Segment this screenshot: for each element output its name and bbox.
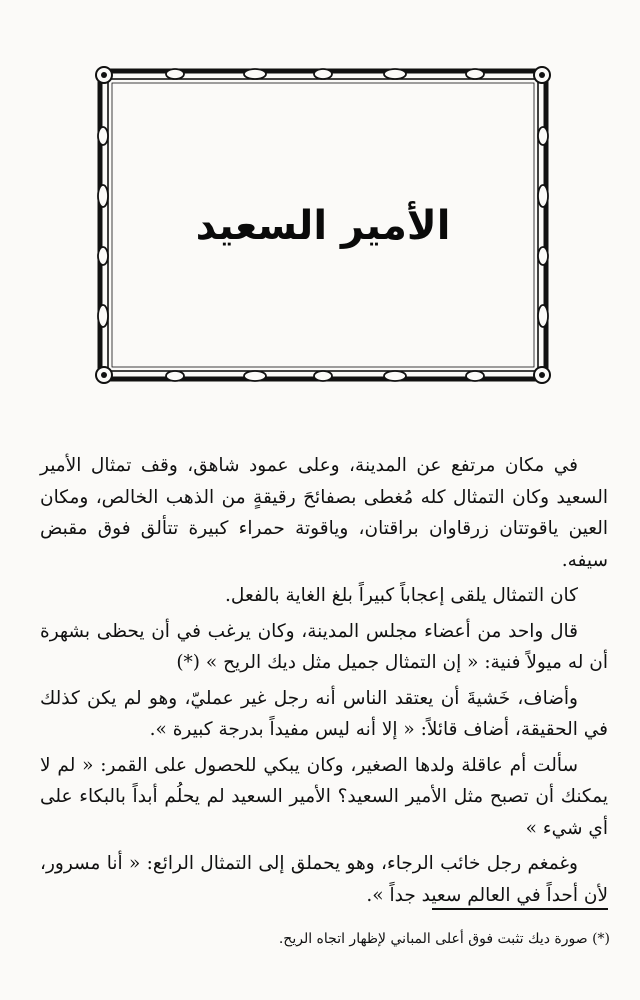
paragraph-4: وأضاف، خَشيةَ أن يعتقد الناس أنه رجل غير عمليّ، وهو لم يكن كذلك في الحقيقة، أضاف قائلاً: « إلا أنه ليس مفيداً بدرجة كبيرة ». bbox=[40, 687, 608, 740]
paragraph-5: سألت أم عاقلة ولدها الصغير، وكان يبكي للحصول على القمر: « لم لا يمكنك أن تصبح مثل الأمير السعيد؟ الأمير السعيد لم يحلُم أبداً بالبكاء على أي شيء » bbox=[40, 754, 608, 839]
footnote: (*) صورة ديك تثبت فوق أعلى المباني لإظهار اتجاه الريح. bbox=[278, 931, 610, 947]
story-body bbox=[40, 450, 608, 915]
page-title: الأمير السعيد bbox=[195, 203, 451, 249]
paragraph-2: كان التمثال يلقى إعجاباً كبيراً بلغ الغاية بالفعل. bbox=[225, 585, 578, 606]
footnote-divider bbox=[432, 908, 608, 910]
paragraph-3: قال واحد من أعضاء مجلس المدينة، وكان يرغب في أن يحظى بشهرة أن له ميولاً فنية: « إن التمثال جميل مثل ديك الريح » (*) bbox=[40, 620, 608, 673]
paragraph-1: في مكان مرتفع عن المدينة، وعلى عمود شاهق، وقف تمثال الأمير السعيد وكان التمثال كله مُغطى بصفائحَ رقيقةٍ من الذهب الخالص، ومكان العين ياقوتتان زرقاوان براقتان، وياقوتة حمراء كبيرة تتألق فوق مقبض سيفه. bbox=[40, 455, 608, 571]
paragraph-6: وغمغم رجل خائب الرجاء، وهو يحملق إلى التمثال الرائع: « أنا مسرور، لأن أحداً في العالم سعيد جداً ». bbox=[40, 853, 608, 906]
